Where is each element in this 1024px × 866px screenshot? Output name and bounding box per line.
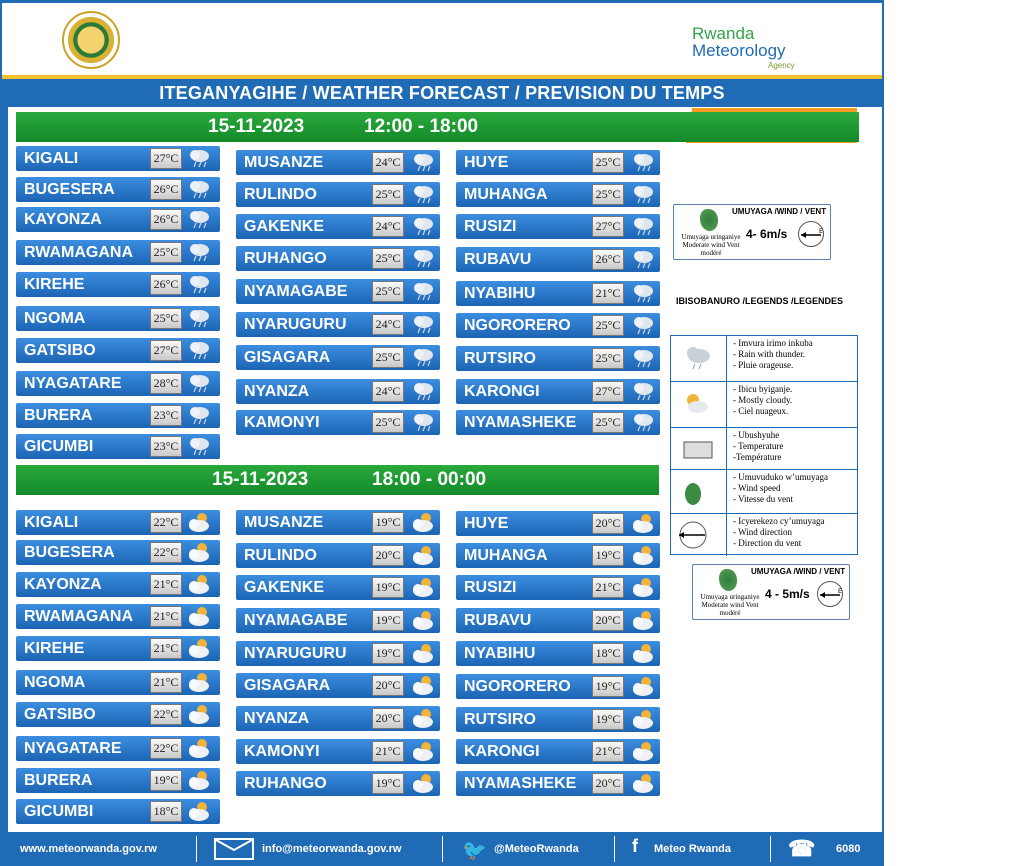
legend-l3: - Ciel nuageux. [733,406,789,416]
cloud-rain-thunder-icon [184,147,214,170]
rwanda-seal-logo [62,11,120,69]
station-name: BUGESERA [24,544,115,561]
temperature-value: 20°C [592,610,624,631]
forecast-item [16,670,220,695]
mostly-cloudy-icon [628,642,658,665]
station-name: NYAMASHEKE [464,414,577,431]
station-name: NYABIHU [464,285,536,302]
temperature-value: 19°C [372,512,404,533]
mostly-cloudy-icon [628,772,658,795]
mostly-cloudy-icon [408,544,438,567]
station-name: BURERA [24,772,93,789]
period-bar-1 [16,112,859,142]
cloud-rain-thunder-icon [408,247,438,270]
forecast-item [16,736,220,761]
station-name: RWAMAGANA [24,244,134,261]
forecast-item [456,410,660,435]
cloud-rain-thunder-icon [184,435,214,458]
temperature-value: 21°C [592,741,624,762]
temperature-value: 22°C [150,542,182,563]
station-name: RULINDO [244,547,317,564]
forecast-item [236,345,440,370]
forecast-item [16,338,220,363]
forecast-item [236,739,440,764]
forecast-item [16,434,220,459]
temperature-value: 26°C [592,249,624,270]
temperature-value: 25°C [372,248,404,269]
twitter-icon: 🐦 [462,840,487,862]
temperature-value: 27°C [592,216,624,237]
legend-row-wind-direction [671,514,857,556]
station-name: RUHANGO [244,250,327,267]
period-bar-2 [16,465,659,495]
forecast-item [456,150,660,175]
temperature-value: 19°C [372,773,404,794]
station-name: GISAGARA [244,677,331,694]
legend-l2: - Temperature [733,441,784,451]
cloud-rain-thunder-icon [184,208,214,231]
cloud-rain-thunder-icon [184,178,214,201]
temperature-value: 21°C [592,577,624,598]
mostly-cloudy-icon [628,740,658,763]
legend-l3: - Pluie orageuse. [733,360,794,370]
station-name: RUHANGO [244,775,327,792]
cloud-rain-thunder-icon [184,372,214,395]
cloud-rain-thunder-icon [408,151,438,174]
temperature-value: 21°C [592,283,624,304]
cloud-rain-thunder-icon [628,151,658,174]
station-name: NGOMA [24,310,86,327]
legend-row-cloudy [671,382,857,428]
cloud-rain-thunder-icon [628,314,658,337]
forecast-item [456,214,660,239]
temperature-value: 24°C [372,314,404,335]
forecast-item [236,543,440,568]
forecast-item [16,572,220,597]
temperature-value: 20°C [592,773,624,794]
compass-icon [817,581,843,607]
station-name: MUSANZE [244,154,324,171]
wind-box-1 [673,204,831,260]
cloud-rain-thunder-icon [184,307,214,330]
legend-l2: - Wind speed [733,483,781,493]
compass-icon [798,221,824,247]
forecast-item [16,207,220,232]
station-name: RUTSIRO [464,711,536,728]
footer-phone[interactable]: 6080 [836,843,861,855]
legend-table [670,335,858,555]
rwanda-map-icon [719,569,737,591]
cloud-rain-thunder-icon [628,411,658,434]
temperature-value: 25°C [150,242,182,263]
forecast-item [16,636,220,661]
divider [196,836,197,862]
station-name: HUYE [464,515,509,532]
temperature-value: 25°C [592,152,624,173]
envelope-icon [214,838,254,860]
footer-website[interactable]: www.meteorwanda.gov.rw [20,843,157,855]
forecast-item [236,771,440,796]
station-name: HUYE [464,154,509,171]
cloud-rain-thunder-icon [184,339,214,362]
forecast-item [456,247,660,272]
station-name: GATSIBO [24,342,96,359]
rwanda-map-icon [700,209,718,231]
station-name: RUSIZI [464,218,517,235]
station-name: NYARUGURU [244,316,347,333]
mostly-cloudy-icon [408,609,438,632]
station-name: MUHANGA [464,186,548,203]
legend-l1: - Icyerekezo cy’umuyaga [733,516,825,526]
forecast-item [456,674,660,699]
station-name: NYAMASHEKE [464,775,577,792]
station-name: NYARUGURU [244,645,347,662]
temperature-value: 19°C [372,577,404,598]
station-name: NGOMA [24,674,86,691]
station-name: KARONGI [464,383,540,400]
facebook-icon: f [632,836,638,856]
station-name: NYAMAGABE [244,283,348,300]
station-name: RULINDO [244,186,317,203]
station-name: NYANZA [244,383,310,400]
forecast-item [456,739,660,764]
temperature-value: 25°C [372,184,404,205]
mostly-cloudy-icon [628,544,658,567]
forecast-item [456,511,660,536]
temperature-value: 20°C [372,708,404,729]
temperature-value: 21°C [150,606,182,627]
period-date: 15-11-2023 [208,116,305,137]
station-name: GICUMBI [24,438,94,455]
temperature-value: 19°C [592,545,624,566]
forecast-item [236,214,440,239]
forecast-item [456,543,660,568]
compass-icon [671,514,727,556]
temperature-value: 25°C [592,412,624,433]
cloud-rain-thunder-icon [408,380,438,403]
temperature-value: 27°C [592,381,624,402]
station-name: KIGALI [24,514,79,531]
forecast-item [236,575,440,600]
mostly-cloudy-icon [184,573,214,596]
legend-l1: - Ubushyuhe [733,430,780,440]
station-name: BUGESERA [24,181,115,198]
forecast-item [16,702,220,727]
temperature-value: 21°C [372,741,404,762]
temperature-value: 18°C [150,801,182,822]
station-name: KAMONYI [244,414,320,431]
forecast-item [456,281,660,306]
forecast-item [16,799,220,824]
footer-twitter[interactable]: @MeteoRwanda [494,843,579,855]
station-name: RWAMAGANA [24,608,134,625]
mostly-cloudy-icon [184,511,214,534]
mostly-cloudy-icon [184,800,214,823]
divider [614,836,615,862]
mostly-cloudy-icon [184,769,214,792]
forecast-item [16,240,220,265]
wind-speed: 4- 6m/s [746,227,788,241]
logo-line3: Agency [768,61,795,70]
forecast-item [456,379,660,404]
legend-l3: - Direction du vent [733,538,802,548]
mostly-cloudy-icon [408,772,438,795]
station-name: RUTSIRO [464,350,536,367]
mostly-cloudy-icon [184,637,214,660]
cloud-rain-thunder-icon [628,282,658,305]
temperature-value: 19°C [150,770,182,791]
station-name: KARONGI [464,743,540,760]
mostly-cloudy-icon [184,737,214,760]
station-name: GISAGARA [244,349,331,366]
divider [770,836,771,862]
station-name: GAKENKE [244,579,325,596]
station-name: RUBAVU [464,612,532,629]
wind-desc: Umuyaga uringaniye Moderate wind Vent modéré [700,593,760,617]
legend-l1: - Imvura irimo inkuba [733,338,813,348]
temperature-value: 24°C [372,152,404,173]
forecast-item [456,313,660,338]
temperature-value: 25°C [372,281,404,302]
legend-l2: - Wind direction [733,527,792,537]
cloud-rain-thunder-icon [408,411,438,434]
station-name: KIREHE [24,276,85,293]
forecast-item [16,768,220,793]
station-name: BURERA [24,407,93,424]
cloud-rain-thunder-icon [628,215,658,238]
mostly-cloudy-icon [628,576,658,599]
forecast-item [456,707,660,732]
station-name: NYAGATARE [24,740,122,757]
header [2,3,882,76]
logo-line1: Rwanda [692,24,755,43]
temperature-value: 28°C [150,373,182,394]
forecast-item [236,312,440,337]
station-name: RUBAVU [464,251,532,268]
mostly-cloudy-icon [408,674,438,697]
forecast-item [236,410,440,435]
station-name: NGORORERO [464,317,571,334]
forecast-item [16,510,220,535]
legend-l3: - Vitesse du vent [733,494,794,504]
station-name: KIREHE [24,640,85,657]
station-name: MUSANZE [244,514,324,531]
temperature-value: 24°C [372,216,404,237]
mostly-cloudy-icon [628,708,658,731]
temperature-value: 26°C [150,179,182,200]
cloud-rain-thunder-icon [184,273,214,296]
mostly-cloudy-icon [408,576,438,599]
phone-icon: ☎ [788,836,816,861]
period-time: 12:00 - 18:00 [364,116,479,137]
mostly-cloudy-icon [408,740,438,763]
forecast-item [456,641,660,666]
cloud-rain-thunder-icon [671,336,727,381]
rwanda-map-icon [671,470,727,513]
mostly-cloudy-icon [184,605,214,628]
forecast-item [236,608,440,633]
footer-email[interactable]: info@meteorwanda.gov.rw [262,843,402,855]
forecast-item [456,771,660,796]
temperature-value: 21°C [150,672,182,693]
temperature-box-icon [671,428,727,469]
forecast-item [16,371,220,396]
temperature-value: 22°C [150,512,182,533]
forecast-item [236,379,440,404]
legend-l1: - Umuvuduko w’umuyaga [733,472,828,482]
forecast-item [236,673,440,698]
mostly-cloudy-icon [184,703,214,726]
legend-l3: -Température [733,452,782,462]
forecast-item [236,510,440,535]
temperature-value: 26°C [150,209,182,230]
legend-title: IBISOBANURO /LEGENDS /LEGENDES [676,296,844,306]
cloud-rain-thunder-icon [628,183,658,206]
temperature-value: 25°C [592,348,624,369]
mostly-cloudy-icon [408,707,438,730]
station-name: KAYONZA [24,211,102,228]
station-name: NGORORERO [464,678,571,695]
temperature-value: 19°C [592,709,624,730]
forecast-item [236,150,440,175]
cloud-rain-thunder-icon [408,183,438,206]
cloud-rain-thunder-icon [628,347,658,370]
temperature-value: 22°C [150,738,182,759]
legend-row-wind-speed [671,470,857,514]
temperature-value: 27°C [150,148,182,169]
temperature-value: 18°C [592,643,624,664]
mostly-cloudy-icon [628,675,658,698]
meteo-agency-logo [692,25,812,71]
forecast-item [456,575,660,600]
cloud-rain-thunder-icon [408,215,438,238]
temperature-value: 25°C [150,308,182,329]
cloud-rain-thunder-icon [184,404,214,427]
forecast-item [16,403,220,428]
temperature-value: 20°C [592,513,624,534]
temperature-value: 24°C [372,381,404,402]
footer-facebook[interactable]: Meteo Rwanda [654,843,732,855]
temperature-value: 19°C [592,676,624,697]
mostly-cloudy-icon [408,642,438,665]
forecast-item [16,540,220,565]
temperature-value: 19°C [372,610,404,631]
logo-line2: Meteorology [692,41,786,60]
forecast-item [236,246,440,271]
legend-row-temperature [671,428,857,470]
mostly-cloudy-icon [408,511,438,534]
temperature-value: 26°C [150,274,182,295]
page-title: ITEGANYAGIHE / WEATHER FORECAST / PREVISION DU TEMPS [2,79,882,107]
temperature-value: 19°C [372,643,404,664]
mostly-cloudy-icon [184,541,214,564]
station-name: KAMONYI [244,743,320,760]
station-name: KIGALI [24,150,79,167]
period-time: 18:00 - 00:00 [372,469,487,490]
station-name: GICUMBI [24,803,94,820]
temperature-value: 25°C [592,184,624,205]
period-date: 15-11-2023 [212,469,309,490]
temperature-value: 25°C [592,315,624,336]
legend-row-rain [671,336,857,382]
temperature-value: 23°C [150,436,182,457]
forecast-item [456,182,660,207]
mostly-cloudy-icon [184,671,214,694]
divider [442,836,443,862]
cloud-rain-thunder-icon [408,313,438,336]
temperature-value: 27°C [150,340,182,361]
mostly-cloudy-icon [628,609,658,632]
footer [0,832,884,866]
temperature-value: 22°C [150,704,182,725]
forecast-item [16,306,220,331]
station-name: NYANZA [244,710,310,727]
wind-title: UMUYAGA /WIND / VENT [732,207,827,216]
temperature-value: 23°C [150,405,182,426]
forecast-item [456,608,660,633]
station-name: NYAGATARE [24,375,122,392]
station-name: KAYONZA [24,576,102,593]
wind-box-2 [692,564,850,620]
station-name: MUHANGA [464,547,548,564]
mostly-cloudy-icon [628,512,658,535]
wind-speed: 4 - 5m/s [765,587,810,601]
mostly-cloudy-icon [671,382,727,427]
svg-text:E: E [838,588,842,595]
temperature-value: 21°C [150,638,182,659]
forecast-item [236,182,440,207]
temperature-value: 21°C [150,574,182,595]
station-name: GAKENKE [244,218,325,235]
temperature-value: 20°C [372,545,404,566]
forecast-item [16,177,220,202]
svg-text:E: E [819,228,823,235]
temperature-value: 20°C [372,675,404,696]
wind-desc: Umuyaga uringaniye Moderate wind Vent modéré [681,233,741,257]
forecast-item [16,272,220,297]
cloud-rain-thunder-icon [184,241,214,264]
forecast-item [236,706,440,731]
station-name: GATSIBO [24,706,96,723]
forecast-item [16,146,220,171]
cloud-rain-thunder-icon [408,346,438,369]
wind-title: UMUYAGA /WIND / VENT [751,567,846,576]
legend-l2: - Rain with thunder. [733,349,805,359]
temperature-value: 25°C [372,412,404,433]
legend-l2: - Mostly cloudy. [733,395,793,405]
station-name: NYAMAGABE [244,612,348,629]
forecast-item [16,604,220,629]
cloud-rain-thunder-icon [628,380,658,403]
forecast-item [236,279,440,304]
legend-l1: - Ibicu byiganje. [733,384,793,394]
cloud-rain-thunder-icon [628,248,658,271]
cloud-rain-thunder-icon [408,280,438,303]
station-name: RUSIZI [464,579,517,596]
station-name: NYABIHU [464,645,536,662]
forecast-item [236,641,440,666]
temperature-value: 25°C [372,347,404,368]
forecast-item [456,346,660,371]
